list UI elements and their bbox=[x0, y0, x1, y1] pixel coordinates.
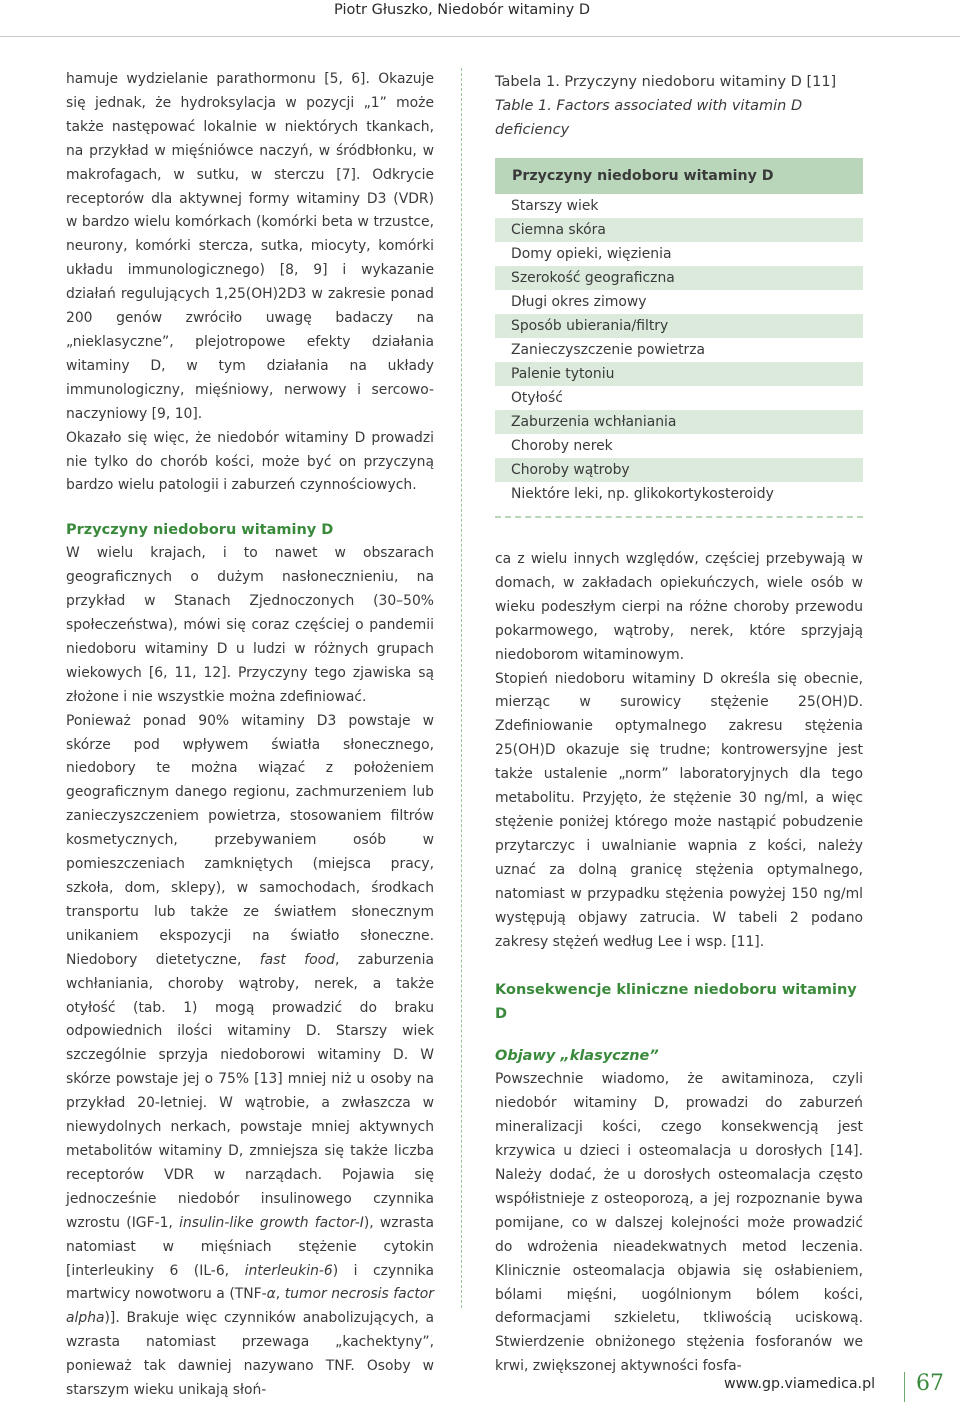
right-paragraph-1: ca z wielu innych względów, częściej przebywają w domach, w zakładach opiekuńczych, wiele osób w wieku podeszłym cierpi na różne choroby przewodu pokarmowego, wątroby, nerek, które sprzyjają niedoborom witaminowym. bbox=[495, 551, 863, 663]
p4-text-a: Ponieważ ponad 90% witaminy D3 powstaje w skórze pod wpływem światła słonecznego, niedobory te można wiązać z położeniem geograficznym danego regionu, zachmurzeniem lub zanieczyszczeniem powietrza, stosowaniem filtrów kosmetycznych, przebywaniem osób w pomieszczeniach zamkniętych (miejsca pracy, szkoła, dom, sklepy), w samochodach, środkach transportu lub także ze światłem słonecznym unikaniem ekspozycji na światło słoneczne. Niedobory dietetyczne, bbox=[66, 712, 434, 968]
left-paragraph-1: hamuje wydzielanie parathormonu [5, 6]. Okazuje się jednak, że hydroksylacja w pozycji „1” może także następować lokalnie w niektórych tkankach, na przykład w mięśniówce naczyń, w śródbłonku, w makrofagach, w sutku, w sterczu [7]. Odkrycie receptorów dla aktywnej formy witaminy D3 (VDR) w bardzo wielu komórkach (komórki beta w trzustce, neurony, komórki stercza, sutka, miocyty, komórki układu immunologicznego) [8, 9] i wykazanie działań regulujących 1,25(OH)2D3 w zakresie ponad 200 genów zwróciło uwagę badaczy na „nieklasyczne”, plejotropowe efekty działania witaminy D, w tym działania na układy immunologiczny, mięśniowy, nerwowy i sercowo-naczyniowy [9, 10]. bbox=[66, 71, 434, 422]
column-divider bbox=[461, 68, 462, 1308]
p4-text-d: ) i czynnika martwicy nowotworu a (TNF- bbox=[66, 1262, 434, 1303]
p4-text-f: )]. Brakuje więc czynników anabolizujących, a wzrasta natomiast przewaga „kachektyny”, ponieważ tak dawniej nazywano TNF. Osoby w starszym wieku unikają słoń- bbox=[66, 1310, 434, 1399]
table-bottom-rule bbox=[495, 516, 863, 518]
table-body bbox=[495, 158, 863, 518]
running-header bbox=[0, 0, 960, 37]
table-row: Sposób ubierania/filtry bbox=[495, 314, 863, 338]
table-caption-en: Table 1. Factors associated with vitamin D deficiency bbox=[495, 98, 803, 138]
subsection-heading-classic: Objawy „klasyczne” bbox=[495, 1048, 659, 1065]
left-column bbox=[66, 68, 434, 1403]
table-row: Zaburzenia wchłaniania bbox=[495, 410, 863, 434]
table-row: Szerokość geograficzna bbox=[495, 266, 863, 290]
p4-il6-term: interleukin-6 bbox=[244, 1262, 333, 1279]
footer-separator bbox=[904, 1372, 905, 1402]
left-paragraph-4 bbox=[66, 710, 434, 1403]
p4-igf-term: insulin-like growth factor-I bbox=[179, 1214, 364, 1231]
table-caption-pl: Tabela 1. Przyczyny niedoboru witaminy D [11] bbox=[495, 74, 837, 90]
section-heading-causes: Przyczyny niedoboru witaminy D bbox=[66, 522, 334, 539]
left-paragraph-2: Okazało się więc, że niedobór witaminy D prowadzi nie tylko do chorób kości, może być on przyczyną bardzo wielu patologii i zaburzeń czynnościowych. bbox=[66, 429, 434, 494]
left-paragraph-3: W wielu krajach, i to nawet w obszarach geograficznych o dużym nasłonecznieniu, na przykład w Stanach Zjednoczonych (30–50% społeczeństwa), mówi się coraz częściej o pandemii niedoboru witaminy D u ludzi w różnych grupach wiekowych [6, 11, 12]. Przyczyny tego zjawiska są złożone i nie wszystkie można zdefiniować. bbox=[66, 545, 434, 705]
right-paragraph-2: Stopień niedoboru witaminy D określa się obecnie, mierząc w surowicy stężenie 25(OH)D. Zdefiniowanie optymalnego zakresu stężenia 25(OH)D okazuje się trudne; kontrowersyjne jest także ustalenie „norm” laboratoryjnych dla tego metabolitu. Przyjęto, że stężenie 30 ng/ml, a więc stężenie poniżej którego może nastąpić pobudzenie przytarczyc i uwalnianie wapnia z kości, należy uznać za dolną granicę stężenia optymalnego, natomiast w przypadku stężenia powyżej 150 ng/ml występują objawy zatrucia. W tabeli 2 podano zakresy stężeń według Lee i wsp. [11]. bbox=[495, 670, 863, 950]
footer-journal-url[interactable]: www.gp.viamedica.pl bbox=[724, 1376, 876, 1392]
p4-alpha-symbol: α bbox=[266, 1286, 276, 1303]
table-header: Przyczyny niedoboru witaminy D bbox=[495, 158, 863, 194]
table-row: Zanieczyszczenie powietrza bbox=[495, 338, 863, 362]
p4-fast-food: fast food bbox=[259, 951, 335, 968]
p4-text-b: , zaburzenia wchłaniania, choroby wątroby, nerek, a także otyłość (tab. 1) mogą prowadzić do braku odpowiednich ilości witaminy D. Starszy wiek szczególnie sprzyja niedoborowi witaminy D. W skórze powstaje jej o 75% [13] mniej niż u osoby na przykład 20-letniej. W wątrobie, a zwłaszcza w niewydolnych nerkach, powstaje mniej aktywnych metabolitów witaminy D, zmniejsza się także liczba receptorów VDR w narządach. Pojawia się jednocześnie niedobór insulinowego czynnika wzrostu (IGF-1, bbox=[66, 951, 434, 1231]
table-row: Starszy wiek bbox=[495, 194, 863, 218]
table-row: Choroby wątroby bbox=[495, 458, 863, 482]
table-rows bbox=[495, 194, 863, 506]
table-row: Długi okres zimowy bbox=[495, 290, 863, 314]
table-row: Domy opieki, więzienia bbox=[495, 242, 863, 266]
section-heading-consequences: Konsekwencje kliniczne niedoboru witaminy D bbox=[495, 982, 857, 1023]
p4-text-e: , bbox=[275, 1286, 285, 1303]
right-column bbox=[495, 548, 863, 1379]
p4-text-c: ), wzrasta natomiast w mięśniach stężenie cytokin [interleukiny 6 (IL-6, bbox=[66, 1214, 434, 1279]
p4-tnf-term: tumor necrosis factor alpha bbox=[66, 1286, 434, 1327]
table-row: Niektóre leki, np. glikokortykosteroidy bbox=[495, 482, 863, 506]
table-row: Otyłość bbox=[495, 386, 863, 410]
table-1 bbox=[495, 70, 863, 518]
running-header-title: Piotr Głuszko, Niedobór witaminy D bbox=[334, 2, 590, 18]
page-number: 67 bbox=[916, 1371, 944, 1396]
right-paragraph-3: Powszechnie wiadomo, że awitaminoza, czyli niedobór witaminy D, prowadzi do zaburzeń mineralizacji kości, czego konsekwencją jest krzywica u dzieci i osteomalacja u dorosłych [14]. Należy dodać, że u dorosłych osteomalacja często współistnieje z osteoporozą, a jej rozpoznanie bywa pomijane, co w dalszej kolejności może prowadzić do wdrożenia nieadekwatnych metod leczenia. Klinicznie osteomalacja objawia się osłabieniem, bólami mięśni, uogólnionym bólem kości, deformacjami szkieletu, tkliwością uciskową. Stwierdzenie obniżonego stężenia fosforanów we krwi, zwiększonej aktywności fosfa- bbox=[495, 1071, 863, 1375]
table-row: Ciemna skóra bbox=[495, 218, 863, 242]
table-row: Choroby nerek bbox=[495, 434, 863, 458]
table-row: Palenie tytoniu bbox=[495, 362, 863, 386]
